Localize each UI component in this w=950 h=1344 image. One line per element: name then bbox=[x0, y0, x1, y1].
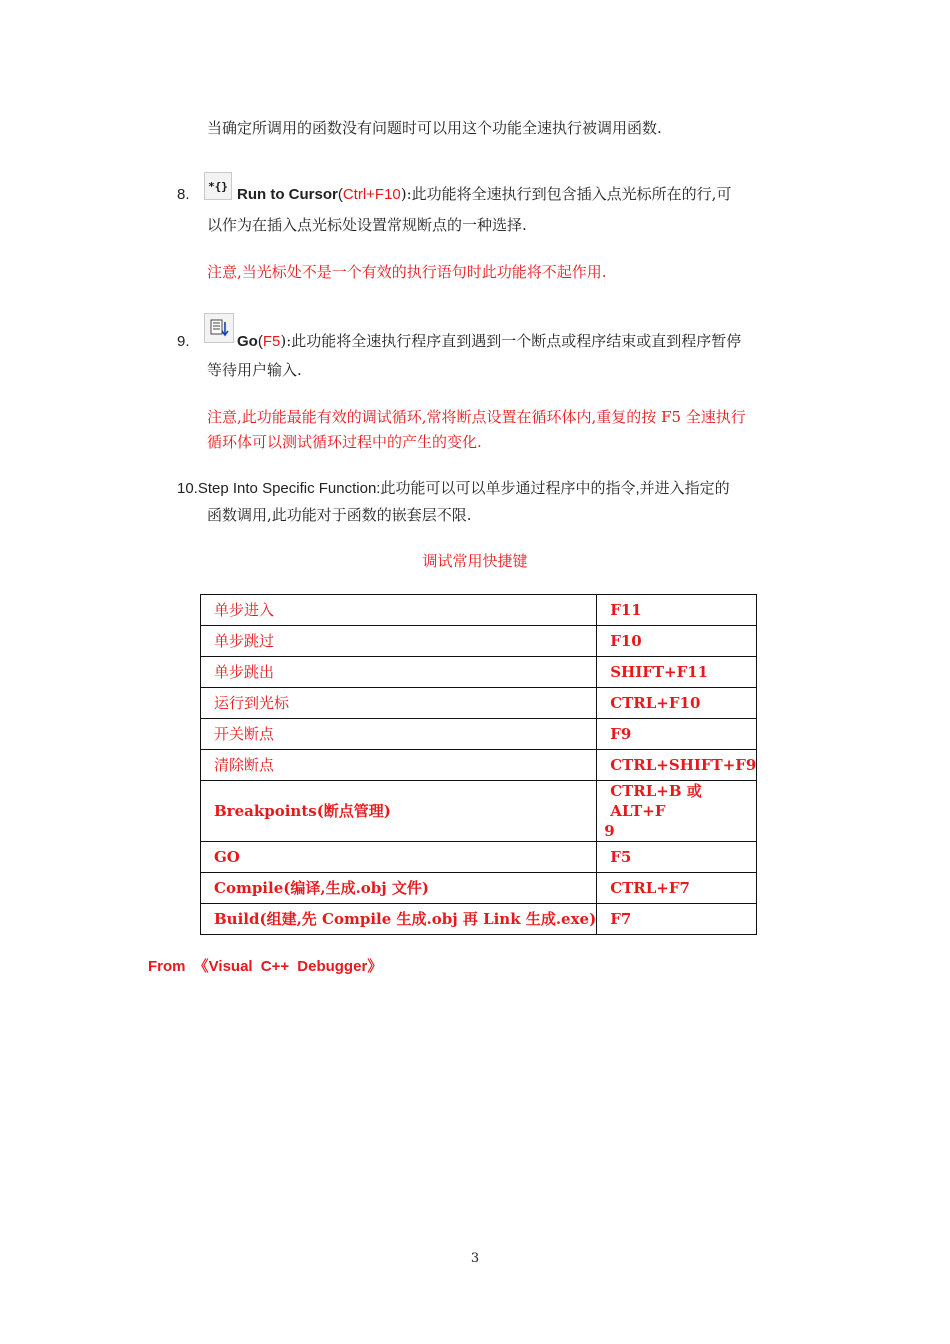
item10-line1: 10.Step Into Specific Function:此功能可以可以单步通过程序中的指令,并进入指定的 bbox=[177, 480, 730, 497]
key-cell: CTRL+F7 bbox=[597, 873, 757, 904]
key-cell: F5 bbox=[597, 842, 757, 873]
item8-desc-line2: 以作为在插入点光标处设置常规断点的一种选择. bbox=[207, 216, 527, 234]
go-icon-graphic bbox=[208, 317, 230, 339]
action-cell: Breakpoints(断点管理) bbox=[201, 781, 597, 842]
item9-shortcut: F5 bbox=[262, 333, 281, 350]
table-row bbox=[201, 688, 757, 719]
action-cell: Compile(编译,生成.obj 文件) bbox=[201, 873, 597, 904]
action-cell: 运行到光标 bbox=[201, 688, 597, 719]
item10-line2: 函数调用,此功能对于函数的嵌套层不限. bbox=[207, 506, 472, 524]
table-row bbox=[201, 873, 757, 904]
item9-note-line2: 循环体可以测试循环过程中的产生的变化. bbox=[207, 433, 482, 451]
item9-title: Go bbox=[237, 333, 258, 350]
action-cell: 清除断点 bbox=[201, 750, 597, 781]
action-cell: Build(组建,先 Compile 生成.obj 再 Link 生成.exe) bbox=[201, 904, 597, 935]
item8-shortcut: Ctrl+F10 bbox=[342, 186, 401, 203]
key-cell: F9 bbox=[597, 719, 757, 750]
table-row bbox=[201, 781, 757, 842]
table-caption: 调试常用快捷键 bbox=[422, 552, 528, 570]
item9-note-line1: 注意,此功能最能有效的调试循环,常将断点设置在循环体内,重复的按 F5 全速执行 bbox=[207, 408, 746, 426]
item8-desc-line1: ):此功能将全速执行到包含插入点光标所在的行,可 bbox=[400, 185, 732, 203]
table-row bbox=[201, 842, 757, 873]
key-cell: F7 bbox=[597, 904, 757, 935]
table-row bbox=[201, 719, 757, 750]
key-cell-line2: 9 bbox=[604, 822, 615, 840]
page-number: 3 bbox=[470, 1251, 480, 1266]
table-row bbox=[201, 904, 757, 935]
key-cell-line1: CTRL+B 或 ALT+F bbox=[610, 782, 702, 820]
key-cell: F10 bbox=[597, 626, 757, 657]
item8-note: 注意,当光标处不是一个有效的执行语句时此功能将不起作用. bbox=[207, 263, 607, 281]
item8-line1: Run to Cursor(Ctrl+F10):此功能将全速执行到包含插入点光标所在的行,可 bbox=[237, 185, 732, 203]
run-to-cursor-icon: *{} bbox=[204, 172, 232, 200]
key-cell: F11 bbox=[597, 595, 757, 626]
table-row bbox=[201, 626, 757, 657]
item8-number: 8. bbox=[177, 186, 190, 203]
key-cell: SHIFT+F11 bbox=[597, 657, 757, 688]
table-row bbox=[201, 750, 757, 781]
table-row bbox=[201, 657, 757, 688]
action-cell: 单步跳过 bbox=[201, 626, 597, 657]
item8-title: Run to Cursor bbox=[237, 186, 338, 203]
key-cell bbox=[597, 781, 757, 842]
intro-text: 当确定所调用的函数没有问题时可以用这个功能全速执行被调用函数. bbox=[207, 119, 662, 137]
source-line: From 《Visual C++ Debugger》 bbox=[148, 958, 383, 975]
action-cell: GO bbox=[201, 842, 597, 873]
item9-desc-line1: ):此功能将全速执行程序直到遇到一个断点或程序结束或直到程序暂停 bbox=[280, 332, 742, 350]
item9-desc-line2: 等待用户输入. bbox=[207, 361, 302, 379]
item9-line1: Go(F5):此功能将全速执行程序直到遇到一个断点或程序结束或直到程序暂停 bbox=[237, 332, 742, 350]
go-icon bbox=[204, 313, 234, 343]
key-cell: CTRL+SHIFT+F9 bbox=[597, 750, 757, 781]
key-cell: CTRL+F10 bbox=[597, 688, 757, 719]
shortcut-table bbox=[200, 594, 757, 935]
action-cell: 开关断点 bbox=[201, 719, 597, 750]
item9-number: 9. bbox=[177, 333, 190, 350]
action-cell: 单步跳出 bbox=[201, 657, 597, 688]
action-cell: 单步进入 bbox=[201, 595, 597, 626]
table-row bbox=[201, 595, 757, 626]
